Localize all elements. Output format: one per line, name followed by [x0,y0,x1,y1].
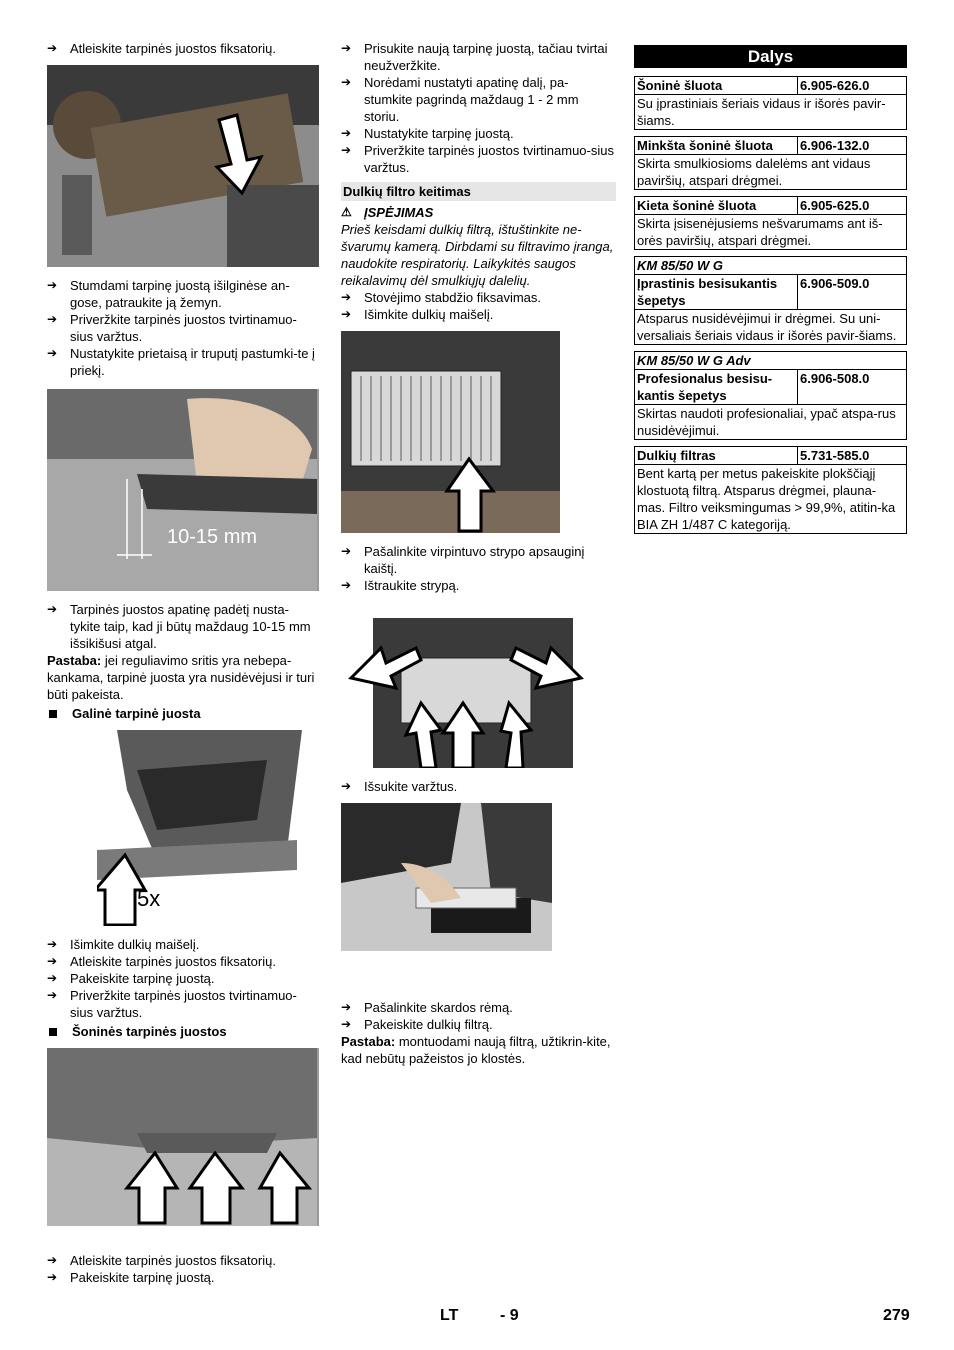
photo-front-skirt-release [47,65,319,267]
part-number: 6.905-626.0 [800,78,870,93]
footer-language: LT [440,1307,459,1324]
part-description: Skirta įsisenėjusiems nešvarumams ant iš-orės paviršių, atspari drėgmei. [637,216,883,248]
instruction-step: ➔ Tarpinės juostos apatinę padėtį nusta-tykite taip, kad ji būtų maždaug 10-15 mm išsikišusi atgal. [47,602,311,651]
part-name: Šoninė šluota [635,77,798,94]
instruction-step: ➔ Išsukite varžtus. [341,779,458,794]
instruction-step: ➔ Ištraukite strypą. [341,578,460,593]
instruction-step: ➔ Pašalinkite virpintuvo strypo apsauginį kaištį. [341,544,585,576]
instruction-step: ➔ Priveržkite tarpinės juostos tvirtinamuo-sius varžtus. [47,312,297,344]
part-name: Kieta šoninė šluota [635,197,798,214]
section-heading: Dulkių filtro keitimas [341,182,616,201]
instruction-step: ➔ Išimkite dulkių maišelį. [341,307,494,322]
arrow-right-icon: ➔ [47,988,58,1002]
arrow-right-icon: ➔ [341,1000,352,1014]
instruction-step: ➔ Atleiskite tarpinės juostos fiksatorių. [47,954,276,969]
part-header-row [635,77,906,95]
measurement-label: 10-15 mm [167,526,258,548]
middle-column [341,40,616,1067]
bullet-rear-skirt: Galinė tarpinė juosta [47,705,319,722]
arrow-right-icon: ➔ [341,290,352,304]
footer-page-number: 279 [883,1307,910,1324]
arrow-right-icon: ➔ [47,1253,58,1267]
steps-group-b [341,289,616,323]
instruction-step: ➔ Stovėjimo stabdžio fiksavimas. [341,290,542,305]
instruction-step: ➔ Pakeiskite tarpinę juostą. [47,1270,215,1285]
photo-filter-screws [341,618,586,768]
instruction-step: ➔ Stumdami tarpinę juostą išilginėse an-gose, patraukite ją žemyn. [47,278,290,310]
instruction-step: ➔ Pakeiskite dulkių filtrą. [341,1017,493,1032]
part-number: 6.905-625.0 [800,198,870,213]
photo-dust-filter [341,331,560,533]
part-entry [634,369,907,440]
steps-group-d [47,936,319,1021]
photo-skirt-adjust [47,389,319,591]
bullet-side-skirts: Šoninės tarpinės juostos [47,1023,319,1040]
arrow-right-icon: ➔ [341,578,352,592]
instruction-step: ➔ Priveržkite tarpinės juostos tvirtinamuo-sius varžtus. [341,143,614,175]
steps-group-c [341,543,616,594]
note-label: Pastaba: [341,1034,396,1049]
note [341,1033,616,1067]
part-description: Skirtas naudoti profesionaliai, ypač atspa-rus nusidėvėjimui. [637,406,896,438]
part-description: Atsparus nusidėvėjimui ir drėgmei. Su uni-versaliais šeriais vidaus ir išorės pavir-šiams. [637,311,897,343]
instruction-step: ➔ Nustatykite tarpinę juostą. [341,126,514,141]
bullet-square-icon [49,710,57,718]
arrow-right-icon: ➔ [47,937,58,951]
warning-icon: ⚠ [341,205,352,219]
steps-group-b [47,277,319,379]
note [47,652,319,703]
note-text: jei reguliavimo sritis yra nebepa-kankama, tarpinė juosta yra nusidėvėjusi ir turi būti pakeista. [47,653,315,702]
part-entry [634,136,907,190]
steps-group-a [341,40,616,176]
part-number: 6.906-508.0 [800,371,870,386]
instruction-step: ➔ Nustatykite prietaisą ir truputį pastumki-te į priekį. [47,346,315,378]
part-description: Skirta smulkiosioms dalelėms ant vidaus paviršių, atspari drėgmei. [637,156,871,188]
instruction-step: ➔ Atleiskite tarpinės juostos fiksatorių. [47,41,276,56]
model-heading: KM 85/50 W G [634,256,907,274]
arrow-right-icon: ➔ [341,307,352,321]
part-name: Profesionalus besisu-kantis šepetys [635,370,798,404]
instruction-step: ➔ Priveržkite tarpinės juostos tvirtinamuo-sius varžtus. [47,988,297,1020]
arrow-right-icon: ➔ [47,278,58,292]
parts-column [634,45,907,540]
arrow-right-icon: ➔ [47,312,58,326]
arrow-right-icon: ➔ [341,143,352,157]
arrow-right-icon: ➔ [47,41,58,55]
part-entry [634,196,907,250]
steps-group-e [47,1252,319,1286]
part-header-row [635,137,906,155]
part-header-row [635,275,906,310]
part-name: Dulkių filtras [635,447,798,464]
part-number: 5.731-585.0 [800,448,870,463]
part-description: Bent kartą per metus pakeiskite plokščiąjį klostuotą filtrą. Atsparus drėgmei, plauna-mas. Filtro veiksmingumas > 99,9%, atitin-ka BIA ZH 1/487 C kategoriją. [637,466,896,532]
part-header-row [635,197,906,215]
photo-rear-skirt [97,730,302,926]
arrow-right-icon: ➔ [341,126,352,140]
instruction-step: ➔ Atleiskite tarpinės juostos fiksatorių. [47,1253,276,1268]
part-description: Su įprastiniais šeriais vidaus ir išorės pavir-šiams. [637,96,886,128]
instruction-step: ➔ Pakeiskite tarpinę juostą. [47,971,215,986]
part-entry [634,446,907,534]
part-name: Minkšta šoninė šluota [635,137,798,154]
arrow-right-icon: ➔ [341,544,352,558]
parts-title: Dalys [634,45,907,68]
instruction-step: ➔ Pašalinkite skardos rėmą. [341,1000,513,1015]
instruction-step: ➔ Norėdami nustatyti apatinę dalį, pa-stumkite pagrindą maždaug 1 - 2 mm storiu. [341,75,579,124]
arrow-right-icon: ➔ [47,954,58,968]
instruction-step: ➔ Išimkite dulkių maišelį. [47,937,200,952]
part-number: 6.906-132.0 [800,138,870,153]
arrow-right-icon: ➔ [341,779,352,793]
part-header-row [635,370,906,405]
arrow-right-icon: ➔ [47,346,58,360]
arrow-right-icon: ➔ [341,41,352,55]
arrow-right-icon: ➔ [47,602,58,616]
arrow-right-icon: ➔ [47,971,58,985]
arrow-right-icon: ➔ [47,1270,58,1284]
steps-group-e [341,999,616,1033]
warning-text: Prieš keisdami dulkių filtrą, ištuštinkite ne-švarumų kamerą. Dirbdami su filtravimo įranga, naudokite respiratorių. Laikykitės saugos reikalavimų dėl smulkiųjų dalelių. [341,222,614,288]
photo-replace-filter [341,803,552,951]
note-label: Pastaba: [47,653,102,668]
arrow-right-icon: ➔ [341,1017,352,1031]
part-entry [634,76,907,130]
left-column [47,40,319,1286]
arrow-right-icon: ➔ [341,75,352,89]
model-heading: KM 85/50 W G Adv [634,351,907,369]
part-number: 6.906-509.0 [800,276,870,291]
photo-side-skirts [47,1048,319,1226]
warning-title: ⚠ ĮSPĖJIMAS [341,205,434,220]
count-label: 5x [137,886,161,911]
part-entry [634,274,907,345]
part-header-row [635,447,906,465]
bullet-square-icon [49,1028,57,1036]
note-text: montuodami naują filtrą, užtikrin-kite, kad nebūtų pažeistos jo klostės. [341,1034,611,1066]
part-name: Įprastinis besisukantis šepetys [635,275,798,309]
instruction-step: ➔ Prisukite naują tarpinę juostą, tačiau tvirtai neužveržkite. [341,41,608,73]
footer-subpage: - 9 [500,1307,519,1324]
